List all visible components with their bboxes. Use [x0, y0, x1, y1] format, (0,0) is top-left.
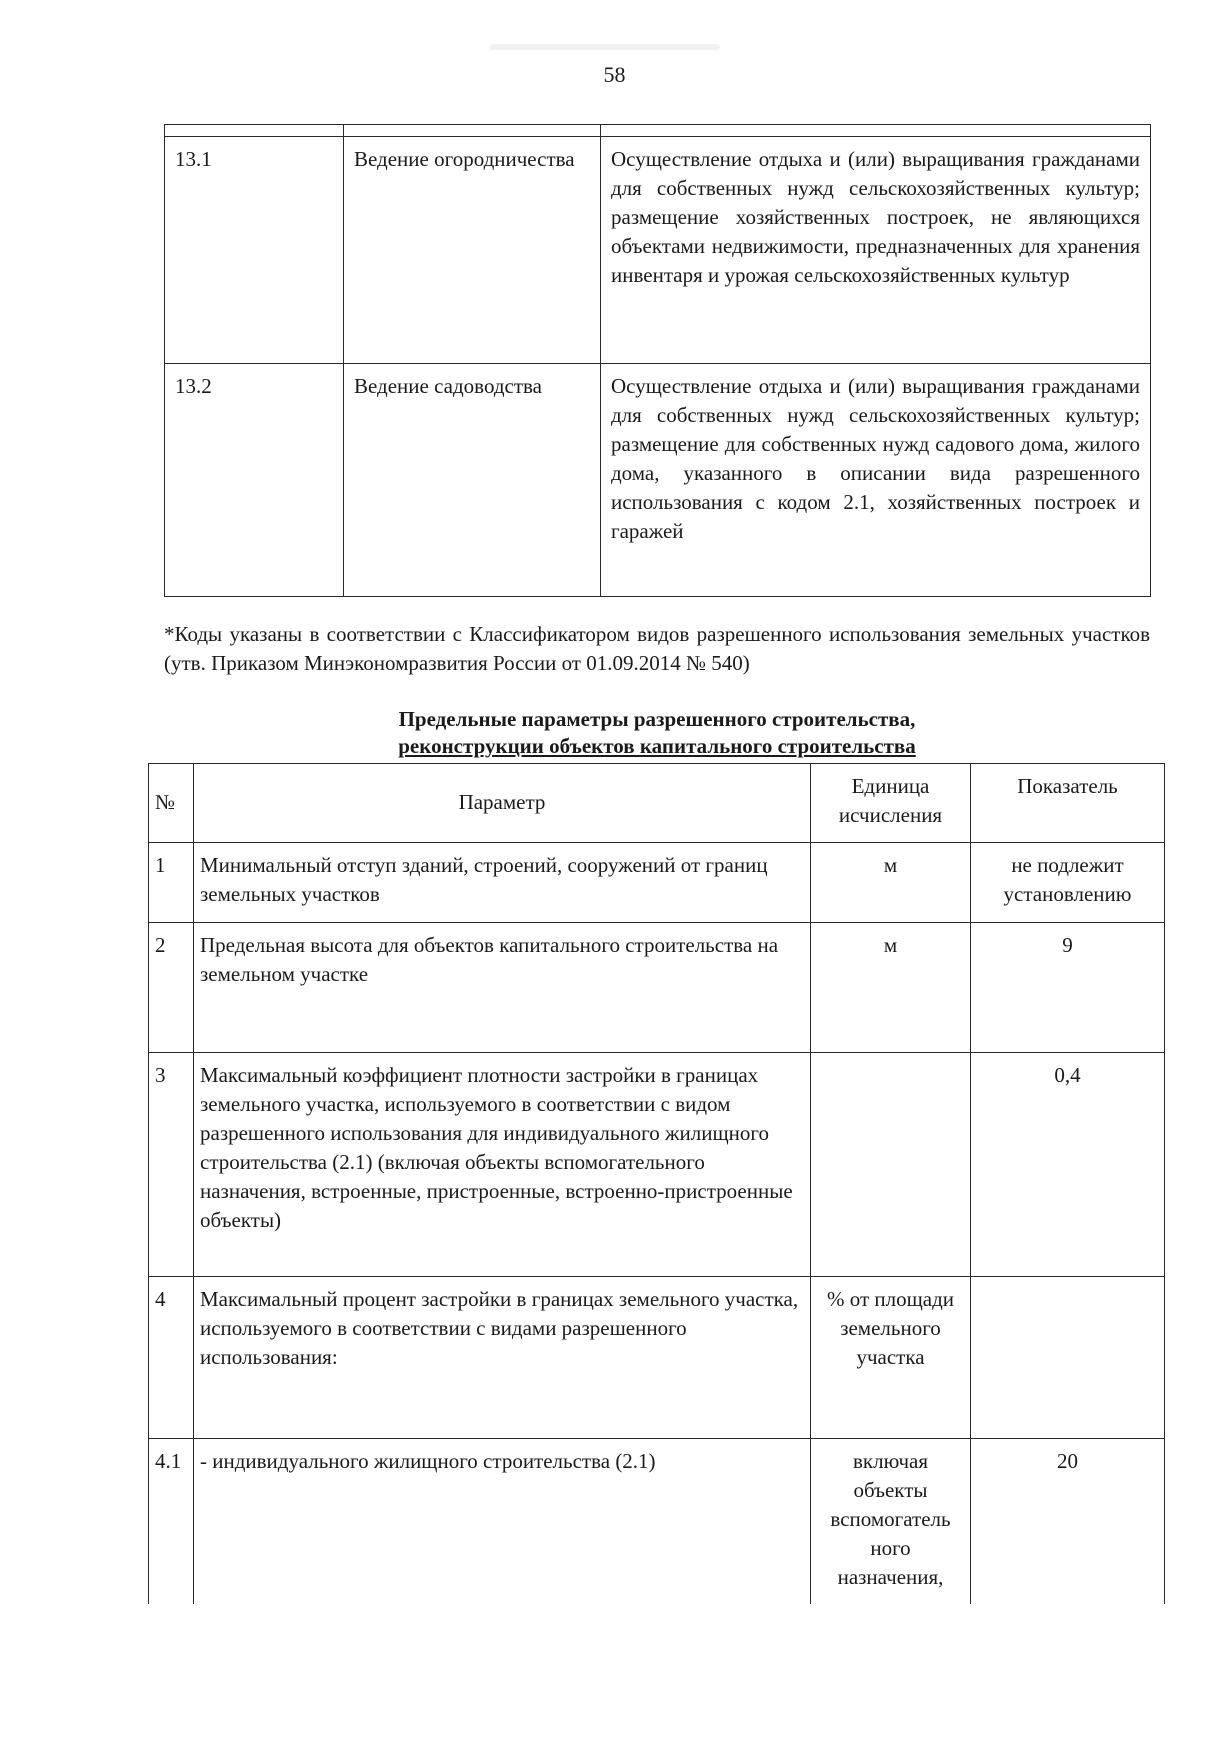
land-use-table [164, 124, 1151, 597]
land-use-description: Осуществление отдыха и (или) выращивания гражданами для собственных нужд сельскохозяйственных культур; размещение хозяйственных построек, не являющихся объектами недвижимости, предназначенных для хранения инвентаря и урожая сельскохозяйственных культур [601, 137, 1151, 364]
header-value: Показатель [971, 764, 1165, 843]
row-parameter: Минимальный отступ зданий, строений, сооружений от границ земельных участков [194, 843, 811, 923]
header-cell-description [601, 125, 1151, 137]
header-no: № [149, 764, 194, 843]
header-cell-name [344, 125, 601, 137]
table-row [165, 137, 1151, 364]
land-use-name: Ведение садоводства [344, 364, 601, 597]
row-unit: м [811, 923, 971, 1053]
land-use-table-header-row [165, 125, 1151, 137]
header-cell-code [165, 125, 344, 137]
faint-scan-artifact [490, 44, 720, 50]
params-table [148, 763, 1165, 1604]
row-parameter: Предельная высота для объектов капитального строительства на земельном участке [194, 923, 811, 1053]
row-unit [811, 1053, 971, 1277]
land-use-name: Ведение огородничества [344, 137, 601, 364]
table-row [149, 843, 1165, 923]
row-unit: % от площади земельного участка [811, 1277, 971, 1439]
row-parameter: Максимальный коэффициент плотности застройки в границах земельного участка, используемого в соответствии с видом разрешенного использования для индивидуального жилищного строительства (2.1) (включая объекты вспомогательного назначения, встроенные, пристроенные, встроенно-пристроенные объекты) [194, 1053, 811, 1277]
table-row [149, 1439, 1165, 1604]
page-number: 58 [603, 62, 626, 87]
land-use-code: 13.2 [165, 364, 344, 597]
row-no: 4.1 [149, 1439, 194, 1604]
row-no: 1 [149, 843, 194, 923]
row-parameter: Максимальный процент застройки в границах земельного участка, используемого в соответствии с видами разрешенного использования: [194, 1277, 811, 1439]
land-use-description: Осуществление отдыха и (или) выращивания гражданами для собственных нужд сельскохозяйственных культур; размещение для собственных нужд садового дома, жилого дома, указанного в описании вида разрешенного использования с кодом 2.1, хозяйственных построек и гаражей [601, 364, 1151, 597]
footnote: *Коды указаны в соответствии с Классификатором видов разрешенного использования земельных участков (утв. Приказом Минэкономразвития России от 01.09.2014 № 540) [164, 622, 1150, 675]
row-parameter: - индивидуального жилищного строительства (2.1) [194, 1439, 811, 1604]
section-title-line2: реконструкции объектов капитального строительства [398, 734, 916, 758]
header-parameter: Параметр [194, 764, 811, 843]
row-value [971, 1277, 1165, 1439]
row-no: 3 [149, 1053, 194, 1277]
row-value: 9 [971, 923, 1165, 1053]
row-value: 20 [971, 1439, 1165, 1604]
section-title-line1: Предельные параметры разрешенного строительства, [398, 707, 916, 731]
land-use-code: 13.1 [165, 137, 344, 364]
table-row [149, 923, 1165, 1053]
row-value: 0,4 [971, 1053, 1165, 1277]
table-row [149, 1277, 1165, 1439]
row-unit: м [811, 843, 971, 923]
params-table-header-row [149, 764, 1165, 843]
row-no: 2 [149, 923, 194, 1053]
header-unit: Единица исчисления [811, 764, 971, 843]
row-unit: включая объекты вспомогатель ного назначения, [811, 1439, 971, 1604]
table-row [165, 364, 1151, 597]
row-value: не подлежит установлению [971, 843, 1165, 923]
table-row [149, 1053, 1165, 1277]
row-no: 4 [149, 1277, 194, 1439]
section-title [164, 706, 1150, 760]
